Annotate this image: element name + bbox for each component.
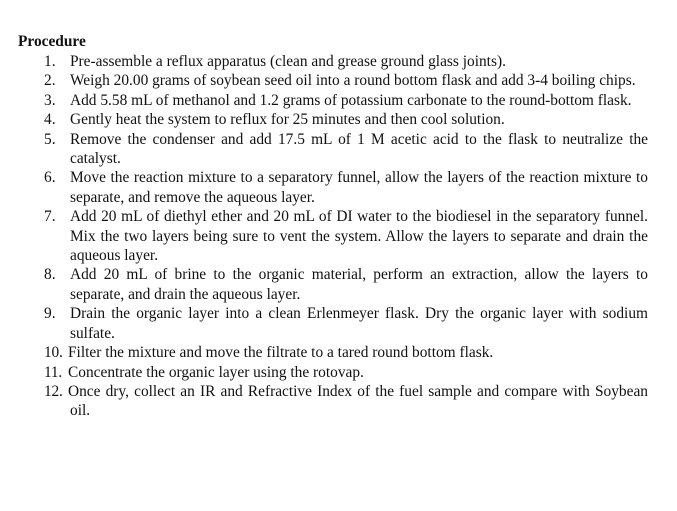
procedure-step-12: [18, 382, 648, 421]
procedure-step-10: [18, 343, 648, 362]
step-text: Once dry, collect an IR and Refractive Index of the fuel sample and compare with Soybean oil.: [68, 382, 648, 420]
step-number: 8.: [44, 266, 56, 284]
procedure-step-8: [18, 265, 648, 304]
step-number: 7.: [44, 208, 56, 226]
step-number: 9.: [44, 305, 56, 323]
procedure-step-1: [18, 52, 648, 71]
procedure-step-2: [18, 71, 648, 90]
step-number: 12.: [44, 382, 63, 400]
step-number: 2.: [44, 72, 56, 90]
step-text: Move the reaction mixture to a separatory funnel, allow the layers of the reaction mixture to separate, and remove the aqueous layer.: [70, 169, 648, 206]
procedure-step-9: [18, 304, 648, 343]
procedure-step-3: [18, 91, 648, 110]
step-number: 1.: [44, 53, 56, 70]
procedure-step-4: [18, 110, 648, 129]
step-text: Add 20 mL of brine to the organic material, perform an extraction, allow the layers to separate, and drain the aqueous layer.: [70, 266, 648, 303]
step-text: Concentrate the organic layer using the rotovap.: [68, 363, 364, 381]
step-text: Gently heat the system to reflux for 25 minutes and then cool solution.: [70, 111, 505, 129]
step-number: 6.: [44, 169, 56, 187]
step-text: Pre-assemble a reflux apparatus (clean and grease ground glass joints).: [70, 53, 506, 70]
procedure-step-6: [18, 168, 648, 207]
procedure-step-5: [18, 130, 648, 169]
procedure-step-11: [18, 363, 648, 382]
step-text: Weigh 20.00 grams of soybean seed oil into a round bottom flask and add 3-4 boiling chips.: [70, 72, 636, 90]
section-heading: Procedure: [18, 33, 86, 50]
step-text: Filter the mixture and move the filtrate to a tared round bottom flask.: [68, 344, 494, 362]
step-number: 4.: [44, 111, 56, 129]
step-number: 11.: [44, 363, 63, 381]
procedure-step-7: [18, 207, 648, 265]
step-text: Remove the condenser and add 17.5 mL of 1 M acetic acid to the flask to neutralize the catalyst.: [70, 130, 648, 168]
step-number: 10.: [44, 344, 63, 362]
step-number: 5.: [44, 130, 56, 148]
step-number: 3.: [44, 91, 56, 109]
procedure-steps-list: [18, 52, 677, 421]
step-text: Add 5.58 mL of methanol and 1.2 grams of potassium carbonate to the round-bottom flask.: [70, 91, 632, 109]
step-text: Drain the organic layer into a clean Erlenmeyer flask. Dry the organic layer with sodium sulfate.: [70, 305, 648, 342]
step-text: Add 20 mL of diethyl ether and 20 mL of DI water to the biodiesel in the separatory funnel. Mix the two layers being sure to vent the system. Allow the layers to separate and drain the aqueous layer.: [70, 208, 648, 265]
